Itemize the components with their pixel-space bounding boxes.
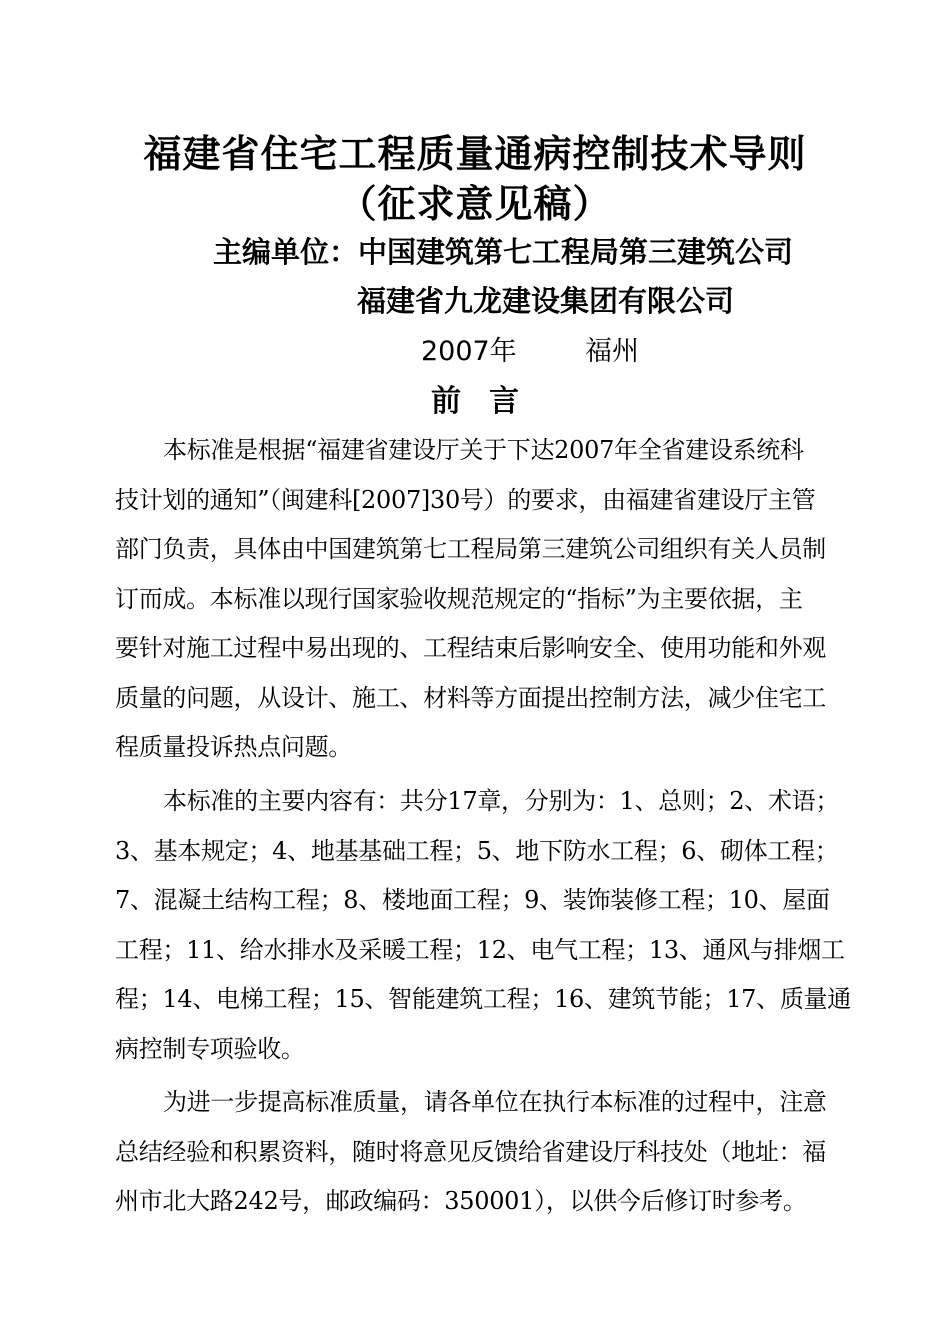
preface-heading-char: 言 xyxy=(489,384,519,419)
paragraph-line: 质量的问题，从设计、施工、材料等方面提出控制方法，减少住宅工 xyxy=(115,683,826,712)
paragraph-line: 部门负责，具体由中国建筑第七工程局第三建筑公司组织有关人员制 xyxy=(115,535,826,563)
paragraph-line: 州市北大路242号，邮政编码：350001），以供今后修订时参考。 xyxy=(115,1187,807,1215)
co-editor-line: 福建省九龙建设集团有限公司 xyxy=(357,284,735,318)
preface-heading-char: 前 xyxy=(431,384,461,419)
paragraph-line: 7、混凝土结构工程；8、楼地面工程；9、装饰装修工程；10、屋面 xyxy=(115,886,830,914)
preface-paragraph-3 xyxy=(115,1078,837,1227)
document-title: 福建省住宅工程质量通病控制技术导则 xyxy=(143,132,807,176)
preface-paragraph-2 xyxy=(115,777,851,1074)
preface-paragraph-1 xyxy=(115,426,837,773)
paragraph-line: 要针对施工过程中易出现的、工程结束后影响安全、使用功能和外观 xyxy=(115,634,826,662)
publication-year: 2007年 xyxy=(421,336,517,367)
paragraph-line: 订而成。本标准以现行国家验收规范规定的“指标”为主要依据，主 xyxy=(115,584,803,613)
chief-editor-line: 主编单位：中国建筑第七工程局第三建筑公司 xyxy=(213,235,794,269)
paragraph-line: 3、基本规定；4、地基基础工程；5、地下防水工程；6、砌体工程； xyxy=(115,836,839,865)
paragraph-line: 本标准的主要内容有：共分17章，分别为：1、总则；2、术语； xyxy=(163,787,840,815)
paragraph-line: 本标准是根据“福建省建设厅关于下达2007年全省建设系统科 xyxy=(163,436,804,464)
publication-city: 福州 xyxy=(585,336,639,367)
paragraph-line: 技计划的通知”（闽建科[2007]30号）的要求，由福建省建设厅主管 xyxy=(115,485,816,514)
paragraph-line: 病控制专项验收。 xyxy=(115,1034,305,1063)
paragraph-line: 为进一步提高标准质量，请各单位在执行本标准的过程中，注意 xyxy=(163,1088,827,1116)
paragraph-line: 工程；11、给水排水及采暖工程；12、电气工程；13、通风与排烟工 xyxy=(115,935,845,964)
paragraph-line: 程质量投诉热点问题。 xyxy=(115,733,352,761)
paragraph-line: 总结经验和积累资料，随时将意见反馈给省建设厅科技处（地址：福 xyxy=(115,1137,826,1166)
paragraph-line: 程；14、电梯工程；15、智能建筑工程；16、建筑节能；17、质量通 xyxy=(115,985,851,1013)
document-subtitle: （征求意见稿） xyxy=(338,182,612,226)
preface-heading xyxy=(0,382,950,422)
